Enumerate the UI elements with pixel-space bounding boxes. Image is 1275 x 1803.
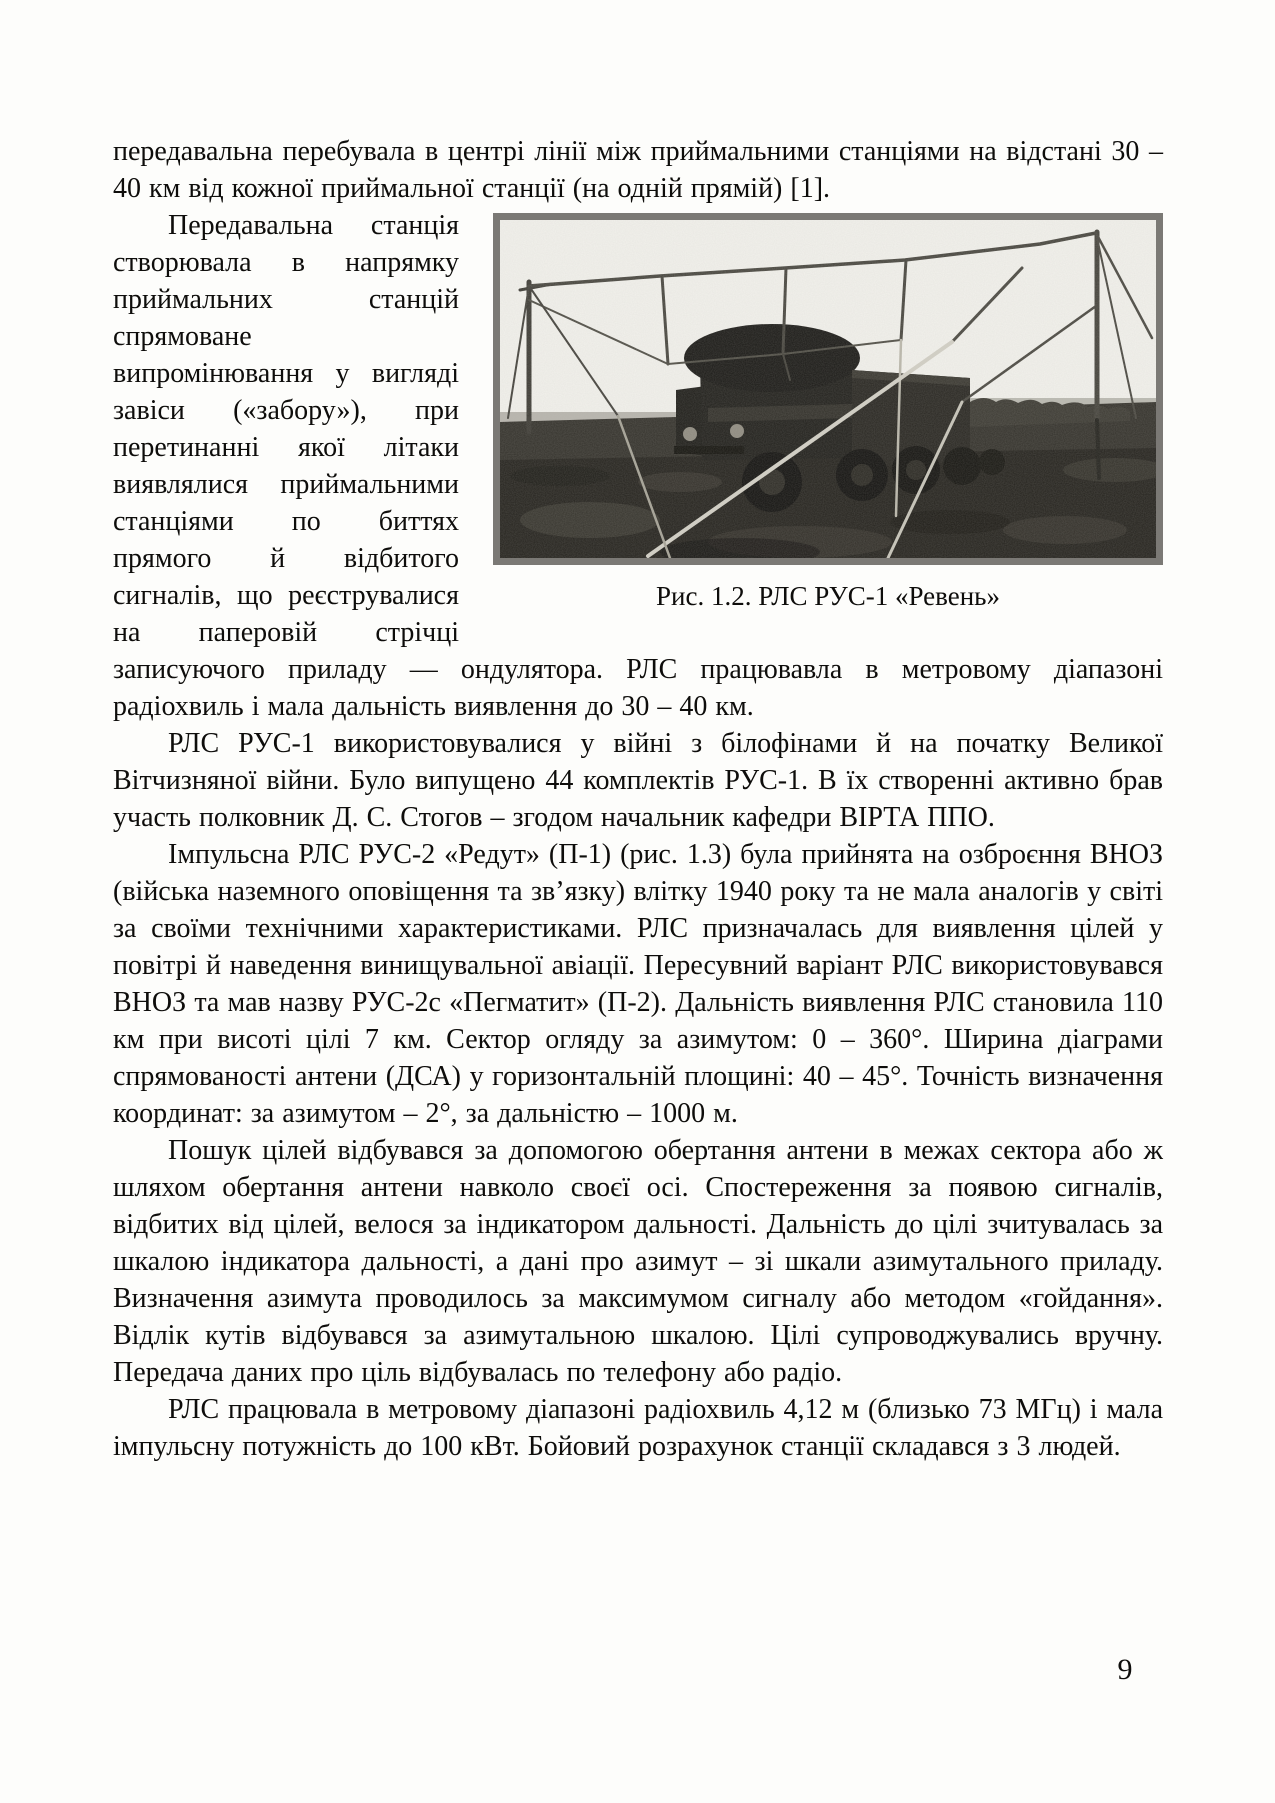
- film-grain: [500, 220, 1156, 558]
- page-number: 9: [1117, 1653, 1133, 1686]
- paragraph: Імпульсна РЛС РУС-2 «Редут» (П-1) (рис. 1.3) була прийнята на озброєння ВНОЗ (війська наземного оповіщення та зв’язку) влітку 1940 року та не мала аналогів у світі за своїми технічними характеристиками. РЛС призначалась для виявлення цілей у повітрі й наведення винищувальної авіації. Пересувний варіант РЛС використовувався ВНОЗ та мав назву РУС-2с «Пегматит» (П-2). Дальність виявлення РЛС становила 110 км при висоті цілі 7 км. Сектор огляду за азимутом: 0 – 360°. Ширина діаграми спрямованості антени (ДСА) у горизонтальній площині: 40 – 45°. Точність визначення координат: за азимутом – 2°, за дальністю – 1000 м.: [113, 839, 1163, 1129]
- page-content: [113, 133, 1163, 1465]
- rus1-photo-illustration: [500, 220, 1156, 558]
- paragraph: Передавальна станція створювала в напрямку приймальних станцій спрямоване випромінювання у вигляді завіси («забору»), при перетинанні якої літаки виявлялися приймальними станціями по биттях прямого й відбитого сигналів, що реєструвалися на паперовій стрічці записуючого приладу — ондулятора. РЛС працювавла в метровому діапазоні радіохвиль і мала дальність виявлення до 30 – 40 км.: [113, 210, 1163, 722]
- paragraph: Пошук цілей відбувався за допомогою обертання антени в межах сектора або ж шляхом обертання антени навколо своєї осі. Спостереження за появою сигналів, відбитих від цілей, велося за індикатором дальності. Дальність до цілі зчитувалась за шкалою індикатора дальності, а дані про азимут – зі шкали азимутального приладу. Визначення азимута проводилось за максимумом сигналу або методом «гойдання». Відлік кутів відбувався за азимутальною шкалою. Цілі супроводжувались вручну. Передача даних про ціль відбувалась по телефону або радіо.: [113, 1135, 1163, 1388]
- paragraph: РЛС працювала в метровому діапазоні радіохвиль 4,12 м (близько 73 МГц) і мала імпульсну потужність до 100 кВт. Бойовий розрахунок станції складався з 3 людей.: [113, 1394, 1163, 1462]
- figure-rus1: [493, 213, 1163, 612]
- figure-caption: Рис. 1.2. РЛС РУС-1 «Ревень»: [656, 581, 1000, 611]
- paragraph: РЛС РУС-1 використовувалися у війні з білофінами й на початку Великої Вітчизняної війни. Було випущено 44 комплектів РУС-1. В їх створенні активно брав участь полковник Д. С. Стогов – згодом начальник кафедри ВІРТА ППО.: [113, 728, 1163, 833]
- photo-rus1-reven: [493, 213, 1163, 565]
- paragraph-continuation: передавальна перебувала в центрі лінії між приймальними станціями на відстані 30 – 40 км від кожної приймальної станції (на одній прямій) [1].: [113, 136, 1163, 204]
